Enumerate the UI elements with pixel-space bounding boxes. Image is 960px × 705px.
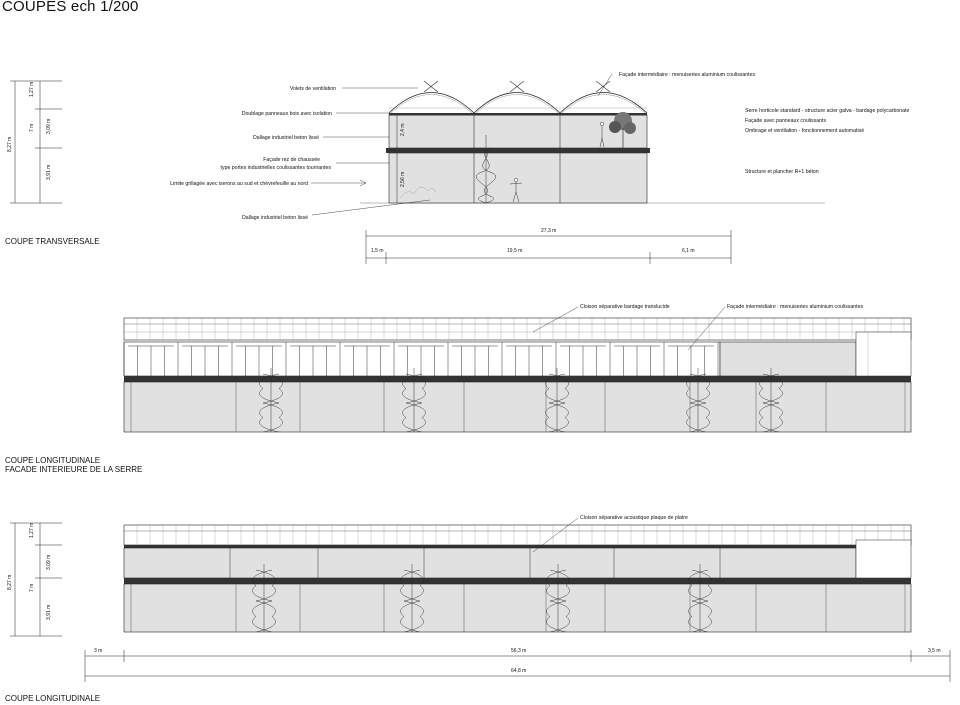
annotation-ground-facade-2: type portes industrielles coulissantes tournantes — [220, 165, 331, 171]
dim-lower-height-2: 3,91 m — [46, 604, 52, 620]
dim-middle-height-2: 7 m — [29, 583, 35, 592]
annotation-greenhouse: Serre horticole standard - structure acier galva - bardage polycarbonate — [745, 108, 910, 114]
dim-roof-height-2: 1,27 m — [29, 522, 35, 538]
dim-inner-lower: 2,56 m — [400, 171, 406, 187]
annotation-sliding-panels: Façade avec panneaux coulissants — [745, 118, 827, 124]
dim-total-height-2: 8,27 m — [7, 574, 13, 590]
longitudinal-section-label: COUPE LONGITUDINALE — [5, 456, 101, 465]
transversal-section-label: COUPE TRANSVERSALE — [5, 237, 100, 246]
longitudinal-section-sublabel: FACADE INTERIEURE DE LA SERRE — [5, 465, 143, 474]
dim-middle-height: 7 m — [29, 123, 35, 132]
dim-total-height: 8,27 m — [7, 136, 13, 152]
dim-lower-height: 3,91 m — [46, 164, 52, 180]
longitudinal-section-1 — [124, 304, 911, 432]
dim-upper-height-2: 3,09 m — [46, 554, 52, 570]
annotation-wood-lining: Doublage panneaux bois avec isolation — [241, 111, 332, 117]
annotation-concrete-floor-1: Dallage industriel beton lissé — [252, 135, 319, 141]
annotation-fence: Limite grillagée avec iserons au sud et chèvrefeuille au nord — [170, 181, 308, 187]
dim-left-width: 1,5 m — [371, 248, 384, 254]
annotation-shading: Ombrage et ventilation - fonctionnement automatisé — [745, 128, 865, 134]
page-title: COUPES ech 1/200 — [2, 0, 139, 15]
dim-right-width: 6,1 m — [682, 248, 695, 254]
annotation-ventilation: Volets de ventilation — [289, 86, 336, 92]
dim-right-width-2: 3,5 m — [928, 648, 941, 654]
annotation-concrete-floor-2: Dallage industriel beton lissé — [241, 215, 308, 221]
dim-roof-height: 1,27 m — [29, 81, 35, 97]
longitudinal-section-2 — [7, 515, 950, 682]
annotation-intermediate-facade: Façade intermédiaire : menuiseries aluminium coulissantes — [619, 72, 756, 78]
dim-main-width-2: 56,3 m — [511, 648, 527, 654]
dim-upper-height: 3,09 m — [46, 118, 52, 134]
dim-inner-upper: 2,4 m — [400, 123, 406, 136]
annotation-intermediate-facade-2: Façade intermédiaire : menuiseries aluminium coulissantes — [727, 304, 864, 310]
longitudinal-2-section-label: COUPE LONGITUDINALE — [5, 694, 101, 703]
annotation-acoustic-partition: Cloison séparative acoustique plaque de platre — [580, 515, 688, 521]
annotation-structure: Structure et plancher R+1 béton — [745, 169, 819, 175]
annotation-translucent-partition: Cloison séparative bardage translucide — [580, 304, 670, 310]
transversal-section — [7, 72, 909, 264]
annotation-ground-facade: Façade rez de chaussée — [263, 157, 320, 163]
dim-total-width: 27,3 m — [541, 228, 557, 234]
dim-left-width-2: 3 m — [94, 648, 103, 654]
dim-main-width: 19,5 m — [507, 248, 523, 254]
dim-total-width-2: 64,8 m — [511, 668, 527, 674]
